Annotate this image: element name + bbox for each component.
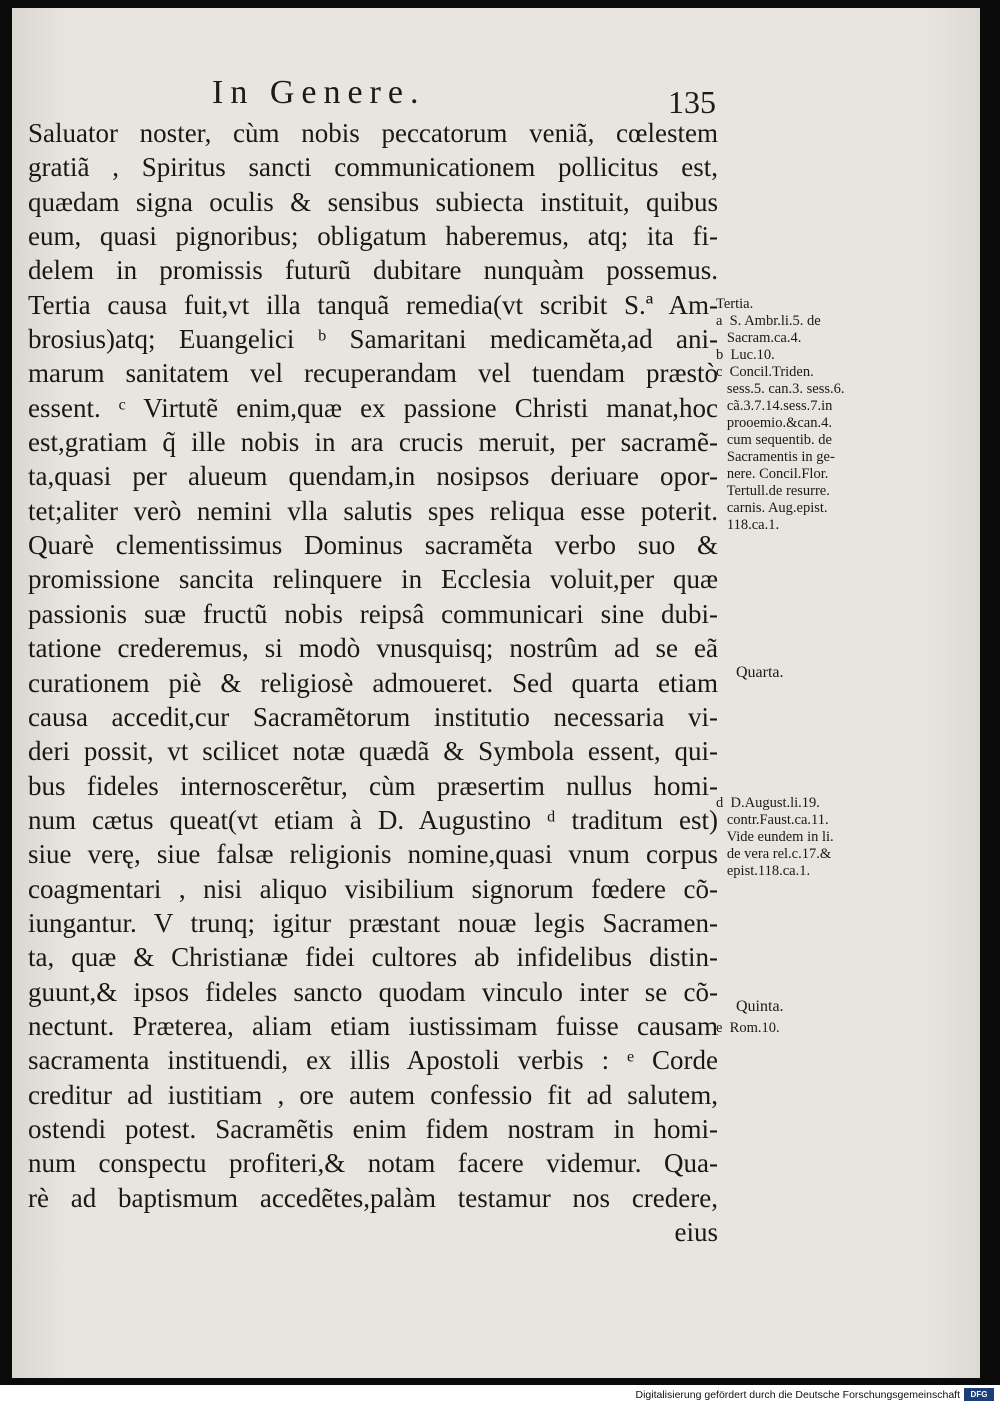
text-line: ta,quasi per alueum quendam,in nosipsos deriuare opor-: [28, 461, 718, 492]
text-line: coagmentari , nisi aliquo visibilium signorum fœdere cõ-: [28, 873, 718, 904]
running-head: In Genere.: [212, 74, 426, 111]
text-line: nectunt. Præterea, aliam etiam iustissimam fuisse causam: [28, 1010, 718, 1041]
text-line: causa accedit,cur Sacramẽtorum institutio necessaria vi-: [28, 701, 718, 732]
text-line: eum, quasi pignoribus; obligatum haberemus, atq; ita fi-: [28, 221, 718, 252]
catchword: eius: [674, 1217, 718, 1247]
text-line: passionis suæ fructũ nobis reipsâ communicari sine dubi-: [28, 598, 718, 629]
text-line: tet;aliter verò nemini vlla salutis spes reliqua esse poterit.: [28, 495, 718, 526]
text-line: est,gratiam q̃ ille nobis in ara crucis meruit, per sacramẽ-: [28, 427, 718, 458]
text-line: tatione crederemus, si modò vnusquisq; nostrûm ad se eã: [28, 633, 718, 664]
text-line: num cætus queat(vt etiam à D. Augustino ᵈ traditum est): [28, 804, 718, 835]
text-line: creditur ad iustitiam , ore autem confessio fit ad salutem,: [28, 1079, 718, 1110]
text-line: guunt,& ipsos fideles sancto quodam vinculo inter se cõ-: [28, 976, 718, 1007]
text-line: deri possit, vt scilicet notæ quædã & Symbola essent, qui-: [28, 736, 718, 767]
text-line: delem in promissis futurũ dubitare nunquàm possemus.: [28, 255, 718, 286]
text-line: ta, quæ & Christianæ fidei cultores ab infidelibus distin-: [28, 942, 718, 973]
text-line: num conspectu profiteri,& notam facere videmur. Qua-: [28, 1148, 718, 1179]
text-line: marum sanitatem vel recuperandam vel tuendam præstò: [28, 358, 718, 389]
dfg-logo: DFG: [964, 1388, 994, 1401]
text-line: Saluator noster, cùm nobis peccatorum veniã, cœlestem: [28, 118, 718, 148]
text-line: iungantur. V trunq; igitur præstant nouæ legis Sacramen-: [28, 907, 718, 938]
funding-notice: Digitalisierung gefördert durch die Deutsche Forschungsgemeinschaft: [635, 1389, 960, 1401]
text-line: sacramenta instituendi, ex illis Apostoli verbis : ᵉ Corde: [28, 1045, 718, 1076]
body-text: [28, 116, 718, 1249]
text-line: siue verę, siue falsæ religionis nomine,quasi vnum corpus: [28, 839, 718, 870]
text-line: promissione sancita relinquere in Ecclesia voluit,per quæ: [28, 564, 718, 595]
margin-note-quarta: Quarta.: [736, 664, 784, 681]
margin-note-quinta: Quinta.: [736, 998, 784, 1015]
text-line: bus fideles internoscerẽtur, cùm præsertim nullus homi-: [28, 770, 718, 801]
text-line: brosius)atq; Euangelici ᵇ Samaritani medicaměta,ad ani-: [28, 324, 718, 355]
margin-note-romans: e Rom.10.: [716, 1020, 780, 1036]
text-line: Tertia causa fuit,vt illa tanquã remedia(vt scribit S.ª Am-: [28, 289, 718, 320]
text-line: gratiã , Spiritus sancti communicationem pollicitus est,: [28, 152, 718, 183]
footer-bar: [0, 1386, 1000, 1404]
margin-note-augustinus: d D.August.li.19. contr.Faust.ca.11. Vide eundem in li. de vera rel.c.17.& epist.118.ca.1.: [716, 795, 834, 879]
text-line: essent. ᶜ Virtutẽ enim,quæ ex passione Christi manat,hoc: [28, 392, 718, 423]
text-line: curationem piè & religiosè admoueret. Sed quarta etiam: [28, 667, 718, 698]
margin-note-tertia: Tertia. a S. Ambr.li.5. de Sacram.ca.4. b Luc.10. c Concil.Triden. sess.5. can.3. sess.6. cã.3.7.14.sess.7.in prooemio.&can.4. cum sequentib. de Sacramentis in ge- nere. Concil.Flor. Tertull.de resurre. carnis. Aug.epist. 118.ca.1.: [716, 296, 845, 533]
text-line: rè ad baptismum accedẽtes,palàm testamur nos credere,: [28, 1182, 718, 1213]
text-line: Quarè clementissimus Dominus sacraměta verbo suo &: [28, 530, 718, 561]
text-line: quædam signa oculis & sensibus subiecta instituit, quibus: [28, 186, 718, 217]
page-number: 135: [668, 84, 716, 120]
text-line: ostendi potest. Sacramẽtis enim fidem nostram in homi-: [28, 1113, 718, 1144]
